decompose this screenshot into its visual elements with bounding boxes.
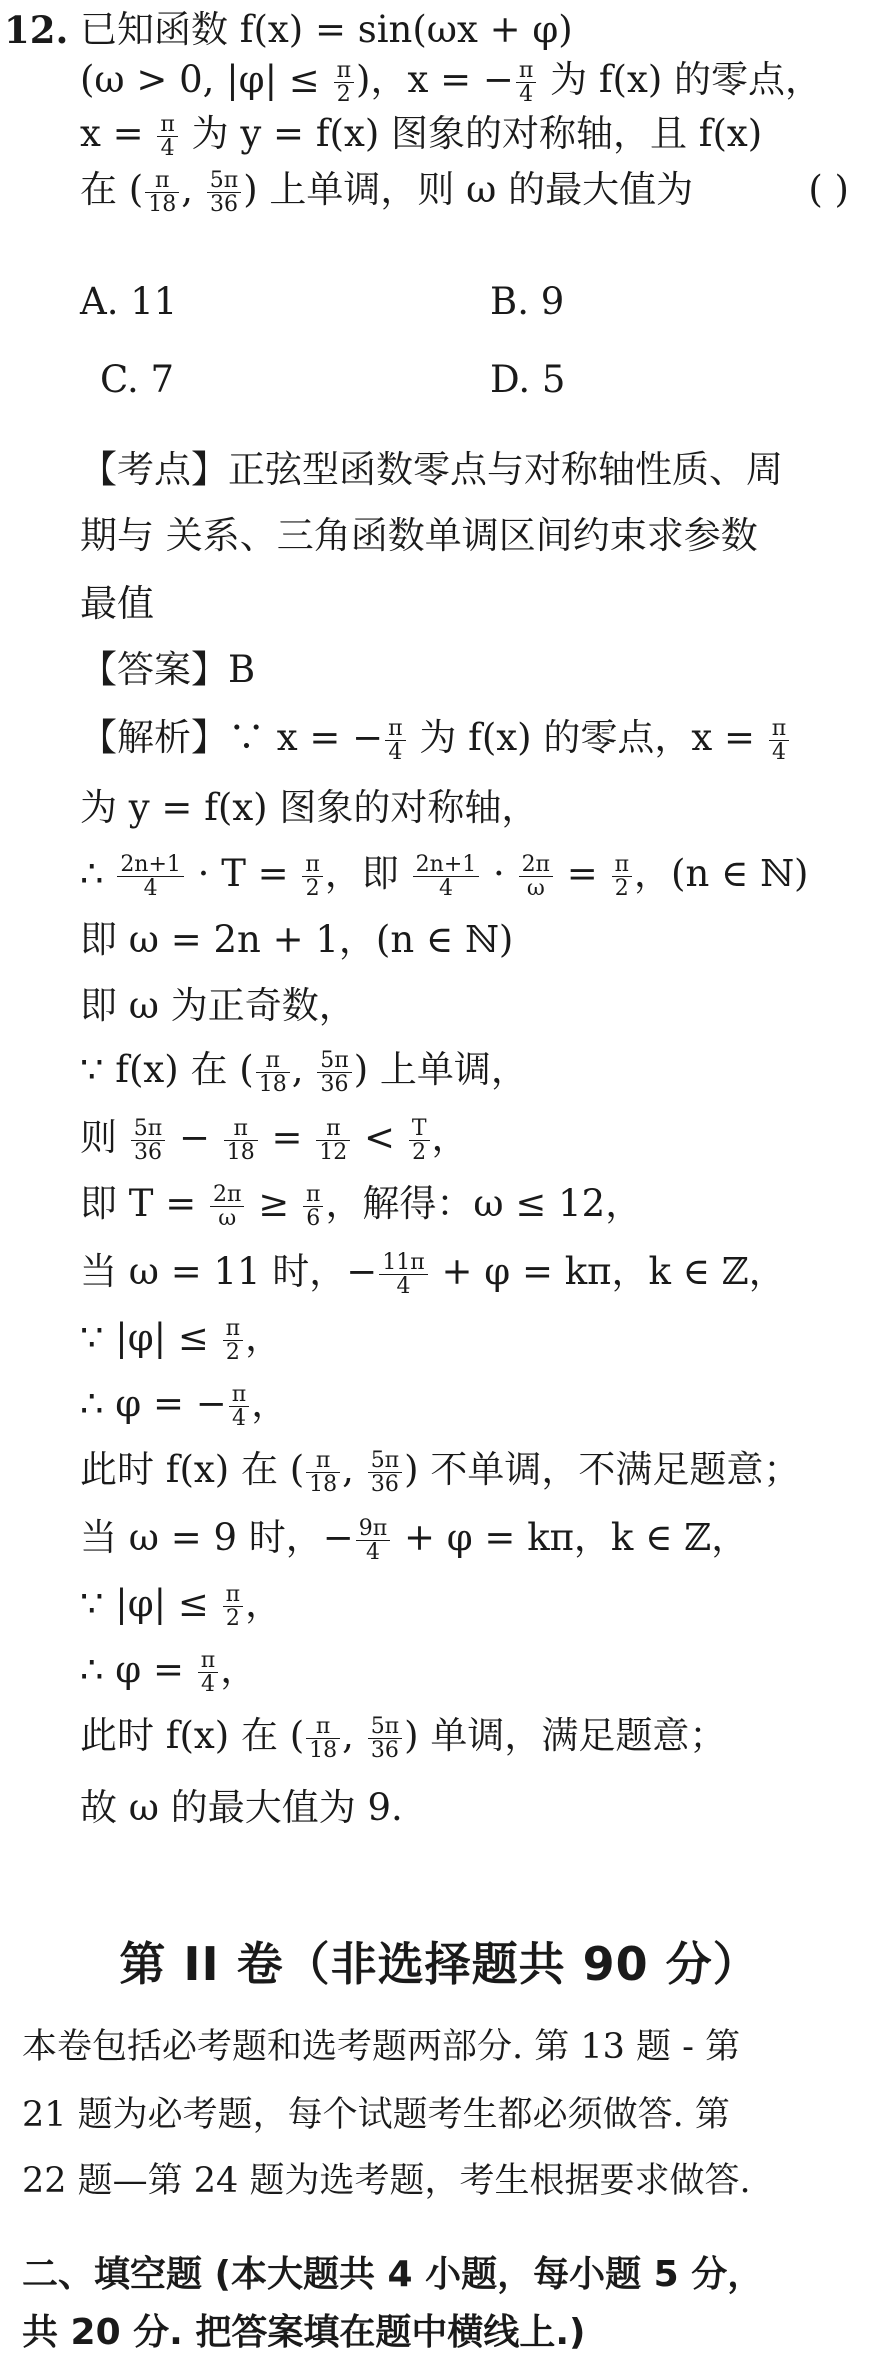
denominator: 4 xyxy=(160,136,175,161)
numerator: 5π xyxy=(131,1117,165,1141)
numerator: 5π xyxy=(368,1449,402,1473)
option-c: C. 7 xyxy=(100,358,175,401)
denominator: 4 xyxy=(366,1540,380,1565)
solution-text: ，即 xyxy=(324,852,411,895)
jiexi-line-2: 为 y = f(x) 图象的对称轴， xyxy=(80,786,539,829)
numerator: 2n+1 xyxy=(413,853,480,877)
solution-text: + φ = kπ，k ∈ ℤ， xyxy=(392,1516,749,1559)
denominator: 36 xyxy=(320,1072,349,1097)
fraction xyxy=(302,853,322,900)
option-a: A. 11 xyxy=(80,280,178,323)
solution-text: ， xyxy=(220,1648,258,1691)
denominator: 4 xyxy=(438,876,453,901)
solution-text: ∵ f(x) 在 ( xyxy=(80,1048,254,1091)
solution-text: ) 单调，满足题意； xyxy=(404,1714,727,1757)
solution-text: 【解析】∵ x = − xyxy=(80,716,384,759)
denominator: 4 xyxy=(771,740,786,765)
question-number: 12. xyxy=(4,8,69,52)
option-b: B. 9 xyxy=(490,280,565,323)
stem-text: (ω > 0, |φ| ≤ xyxy=(80,58,332,101)
solution-step-4: 即 ω = 2n + 1，(n ∈ ℕ) xyxy=(80,918,514,961)
denominator: 4 xyxy=(388,740,403,765)
numerator: 5π xyxy=(368,1715,402,1739)
fraction xyxy=(516,59,536,106)
denominator: ω xyxy=(218,1206,237,1231)
solution-text: + φ = kπ，k ∈ ℤ， xyxy=(429,1250,786,1293)
solution-text: ，(n ∈ ℕ) xyxy=(634,852,809,895)
fraction xyxy=(306,1449,340,1496)
stem-text: x = xyxy=(80,112,156,155)
answer-bracket: ( ) xyxy=(808,168,849,211)
fraction xyxy=(303,1183,323,1230)
denominator: 36 xyxy=(209,192,238,217)
numerator: π xyxy=(769,717,789,741)
option-d: D. 5 xyxy=(490,358,566,401)
question-stem-line-4 xyxy=(80,168,869,216)
solution-text: < xyxy=(352,1116,407,1159)
solution-step-9 xyxy=(80,1250,869,1298)
answer-line: 【答案】B xyxy=(80,648,256,691)
denominator: 2 xyxy=(614,876,629,901)
numerator: π xyxy=(302,853,322,877)
solution-text: ) 上单调， xyxy=(353,1048,528,1091)
solution-text: ∴ xyxy=(80,852,116,895)
solution-text: 为 f(x) 的零点，x = xyxy=(407,716,767,759)
fraction xyxy=(210,1183,244,1230)
fraction xyxy=(385,717,405,764)
solution-text: ∵ |φ| ≤ xyxy=(80,1582,221,1625)
fraction xyxy=(316,1117,350,1164)
section-intro-line-3: 22 题—第 24 题为选考题，考生根据要求做答. xyxy=(22,2161,751,2201)
section-title: 第 II 卷（非选择题共 90 分） xyxy=(119,1937,760,1991)
denominator: 6 xyxy=(306,1206,321,1231)
solution-step-12 xyxy=(80,1448,869,1496)
denominator: 36 xyxy=(370,1738,399,1763)
solution-step-3 xyxy=(80,852,869,900)
stem-text: 在 ( xyxy=(80,168,144,211)
denominator: ω xyxy=(526,876,545,901)
denominator: 36 xyxy=(134,1140,162,1165)
comma: , xyxy=(342,1714,366,1757)
fill-blank-heading-line-2: 共 20 分. 把答案填在题中横线上.) xyxy=(22,2312,586,2353)
denominator: 18 xyxy=(226,1140,255,1165)
fill-blank-heading-line-1: 二、填空题 (本大题共 4 小题，每小题 5 分， xyxy=(22,2254,764,2295)
solution-text: 此时 f(x) 在 ( xyxy=(80,1714,305,1757)
denominator: 18 xyxy=(258,1072,287,1097)
denominator: 18 xyxy=(309,1738,338,1763)
fraction xyxy=(368,1449,402,1496)
fraction xyxy=(223,1317,243,1364)
solution-text: 即 T = xyxy=(80,1182,208,1225)
denominator: 18 xyxy=(309,1472,338,1497)
numerator: π xyxy=(157,113,177,137)
fraction xyxy=(157,113,177,160)
numerator: π xyxy=(145,169,179,193)
solution-text: ， xyxy=(431,1116,469,1159)
jiexi-line-1 xyxy=(80,716,869,764)
denominator: 4 xyxy=(231,1406,246,1431)
denominator: 4 xyxy=(396,1274,411,1299)
solution-conclusion: 故 ω 的最大值为 9. xyxy=(80,1786,403,1829)
solution-step-16 xyxy=(80,1714,869,1762)
numerator: 11π xyxy=(379,1251,427,1275)
fraction xyxy=(519,853,553,900)
denominator: 4 xyxy=(519,82,534,107)
numerator: T xyxy=(409,1117,430,1141)
comma: , xyxy=(342,1448,366,1491)
fraction xyxy=(409,1117,430,1164)
numerator: π xyxy=(223,1583,243,1607)
numerator: π xyxy=(306,1715,340,1739)
solution-step-15 xyxy=(80,1648,869,1696)
kaodian-line-3: 最值 xyxy=(80,582,154,625)
denominator: 4 xyxy=(200,1672,215,1697)
solution-text: ∵ |φ| ≤ xyxy=(80,1316,221,1359)
solution-step-13 xyxy=(80,1516,869,1564)
stem-text: ) 上单调，则 ω 的最大值为 xyxy=(243,168,694,211)
numerator: 5π xyxy=(317,1049,351,1073)
fraction xyxy=(379,1251,427,1298)
solution-text: 则 xyxy=(80,1116,129,1159)
fraction xyxy=(117,853,184,900)
denominator: 2 xyxy=(225,1606,240,1631)
numerator: π xyxy=(516,59,536,83)
fraction xyxy=(223,1583,243,1630)
solution-text: ，解得：ω ≤ 12， xyxy=(325,1182,643,1225)
section-intro-line-1: 本卷包括必考题和选考题两部分. 第 13 题 - 第 xyxy=(22,2027,741,2067)
fraction xyxy=(334,59,354,106)
solution-step-11 xyxy=(80,1382,869,1430)
numerator: π xyxy=(385,717,405,741)
fraction xyxy=(145,169,179,216)
numerator: π xyxy=(612,853,632,877)
numerator: 2π xyxy=(210,1183,244,1207)
fraction xyxy=(131,1117,165,1164)
numerator: 2n+1 xyxy=(117,853,184,877)
numerator: π xyxy=(229,1383,249,1407)
numerator: π xyxy=(223,1317,243,1341)
solution-text: ∴ φ = − xyxy=(80,1382,227,1425)
solution-step-14 xyxy=(80,1582,869,1630)
solution-text: ， xyxy=(251,1382,289,1425)
numerator: π xyxy=(316,1117,350,1141)
denominator: 2 xyxy=(412,1140,427,1165)
fraction xyxy=(413,853,480,900)
numerator: π xyxy=(306,1449,340,1473)
fraction xyxy=(317,1049,351,1096)
fraction xyxy=(198,1649,218,1696)
question-stem-line-2 xyxy=(80,58,869,106)
numerator: 2π xyxy=(519,853,553,877)
solution-step-8 xyxy=(80,1182,869,1230)
stem-text: 为 f(x) 的零点， xyxy=(538,58,823,101)
denominator: 2 xyxy=(305,876,320,901)
fraction xyxy=(224,1117,258,1164)
fraction xyxy=(769,717,789,764)
comma: , xyxy=(181,168,205,211)
solution-text: = xyxy=(555,852,610,895)
stem-text: )，x = − xyxy=(356,58,514,101)
solution-text: ≥ xyxy=(246,1182,301,1225)
numerator: π xyxy=(303,1183,323,1207)
solution-text: 当 ω = 11 时，− xyxy=(80,1250,378,1293)
solution-text: · T = xyxy=(185,852,301,895)
solution-text: ) 不单调，不满足题意； xyxy=(404,1448,801,1491)
fraction xyxy=(356,1517,390,1564)
question-stem-line-1 xyxy=(80,8,869,52)
solution-text: = xyxy=(259,1116,315,1159)
solution-text: ， xyxy=(245,1316,283,1359)
solution-text: − xyxy=(167,1116,222,1159)
denominator: 4 xyxy=(143,876,158,901)
numerator: 5π xyxy=(207,169,241,193)
fraction xyxy=(229,1383,249,1430)
fraction xyxy=(368,1715,402,1762)
denominator: 12 xyxy=(319,1140,348,1165)
solution-step-10 xyxy=(80,1316,869,1364)
stem-text: 已知函数 f(x) = sin(ωx + φ) xyxy=(80,8,573,51)
solution-step-6 xyxy=(80,1048,869,1096)
solution-step-5: 即 ω 为正奇数， xyxy=(80,984,356,1027)
fraction xyxy=(612,853,632,900)
denominator: 18 xyxy=(148,192,177,217)
denominator: 2 xyxy=(336,82,351,107)
solution-text: 此时 f(x) 在 ( xyxy=(80,1448,305,1491)
kaodian-line-2: 期与 关系、三角函数单调区间约束求参数 xyxy=(80,514,758,557)
solution-step-7 xyxy=(80,1116,869,1164)
numerator: π xyxy=(334,59,354,83)
numerator: π xyxy=(198,1649,218,1673)
stem-text: 为 y = f(x) 图象的对称轴，且 f(x) xyxy=(179,112,763,155)
numerator: π xyxy=(256,1049,290,1073)
solution-text: · xyxy=(481,852,517,895)
numerator: 9π xyxy=(356,1517,390,1541)
denominator: 36 xyxy=(370,1472,399,1497)
comma: , xyxy=(291,1048,316,1091)
numerator: π xyxy=(224,1117,258,1141)
solution-text: ， xyxy=(245,1582,283,1625)
solution-text: ∴ φ = xyxy=(80,1648,196,1691)
fraction xyxy=(207,169,241,216)
denominator: 2 xyxy=(225,1340,240,1365)
solution-text: 当 ω = 9 时，− xyxy=(80,1516,354,1559)
section-intro-line-2: 21 题为必考题，每个试题考生都必须做答. 第 xyxy=(22,2095,730,2135)
fraction xyxy=(306,1715,340,1762)
question-stem-line-3 xyxy=(80,112,869,160)
fraction xyxy=(256,1049,290,1096)
kaodian-line-1: 【考点】正弦型函数零点与对称轴性质、周 xyxy=(80,448,783,491)
